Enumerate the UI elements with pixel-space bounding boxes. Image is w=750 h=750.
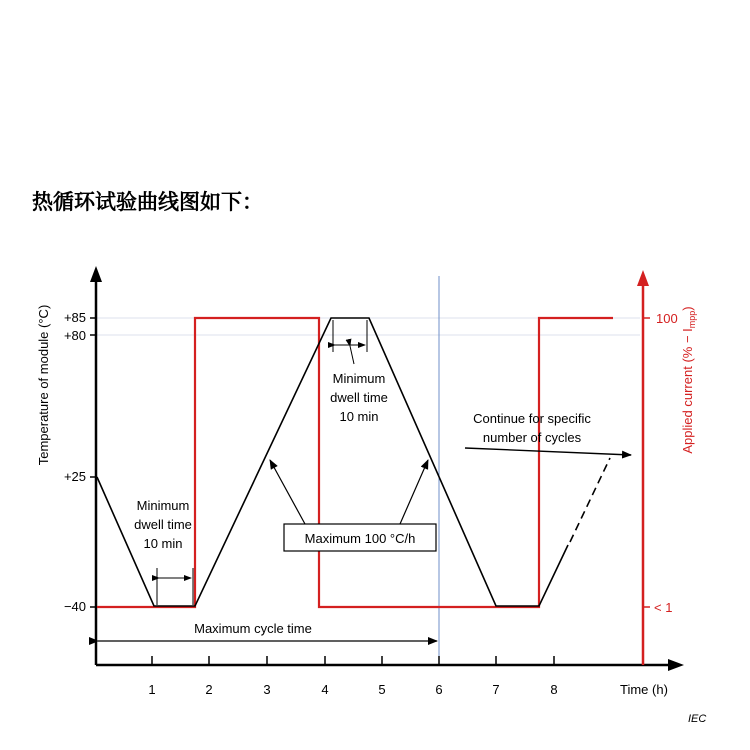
right-axis-label-main: Applied current (% − I — [680, 328, 695, 454]
dwell-top-label: Minimum — [332, 371, 386, 386]
current-curve — [97, 318, 613, 607]
right-axis-arrow-icon — [637, 270, 649, 286]
x-tick-label: 3 — [263, 682, 271, 697]
left-tick-label: +85 — [63, 310, 86, 325]
dwell-left-label: Minimum — [136, 498, 190, 513]
x-axis-label: Time (h) — [620, 682, 668, 697]
x-tick-label: 2 — [205, 682, 213, 697]
temperature-curve — [97, 318, 568, 606]
right-tick-label: < 1 — [654, 600, 673, 615]
x-tick-label: 5 — [378, 682, 386, 697]
page-heading: 热循环试验曲线图如下： — [32, 190, 263, 214]
left-tick-label: −40 — [63, 599, 86, 614]
right-axis-label-sub: mpp — [687, 310, 697, 329]
continue-label: Continue for specific — [473, 411, 591, 426]
x-axis-arrow-icon — [668, 659, 684, 671]
continue-label: number of cycles — [482, 430, 582, 445]
dwell-left-label: 10 min — [143, 536, 183, 551]
left-tick-label: +25 — [63, 469, 86, 484]
ramp-rate-arrows — [270, 460, 428, 524]
x-tick-label: 4 — [321, 682, 329, 697]
x-tick-label: 7 — [492, 682, 500, 697]
dwell-left-label: dwell time — [134, 517, 192, 532]
dwell-top-label: dwell time — [330, 390, 388, 405]
left-axis-arrow-icon — [90, 266, 102, 282]
source-label: IEC — [688, 713, 707, 725]
right-axis-label-end: ) — [680, 306, 695, 311]
temperature-curve-continuation — [570, 458, 610, 542]
x-tick-label: 8 — [550, 682, 558, 697]
continue-arrow — [465, 448, 631, 455]
dwell-top-label: 10 min — [339, 409, 379, 424]
right-axis-label — [680, 306, 697, 453]
ramp-rate-label: Maximum 100 °C/h — [304, 531, 416, 546]
dwell-bracket-left — [157, 568, 193, 605]
x-tick-label: 6 — [435, 682, 443, 697]
x-tick-label: 1 — [148, 682, 156, 697]
cycle-time-label: Maximum cycle time — [194, 621, 312, 636]
left-tick-label: +80 — [63, 328, 86, 343]
left-axis-label: Temperature of module (°C) — [36, 304, 51, 466]
dwell-bracket-top — [333, 320, 367, 364]
x-ticks — [152, 656, 554, 665]
right-tick-label: 100 — [656, 311, 678, 326]
